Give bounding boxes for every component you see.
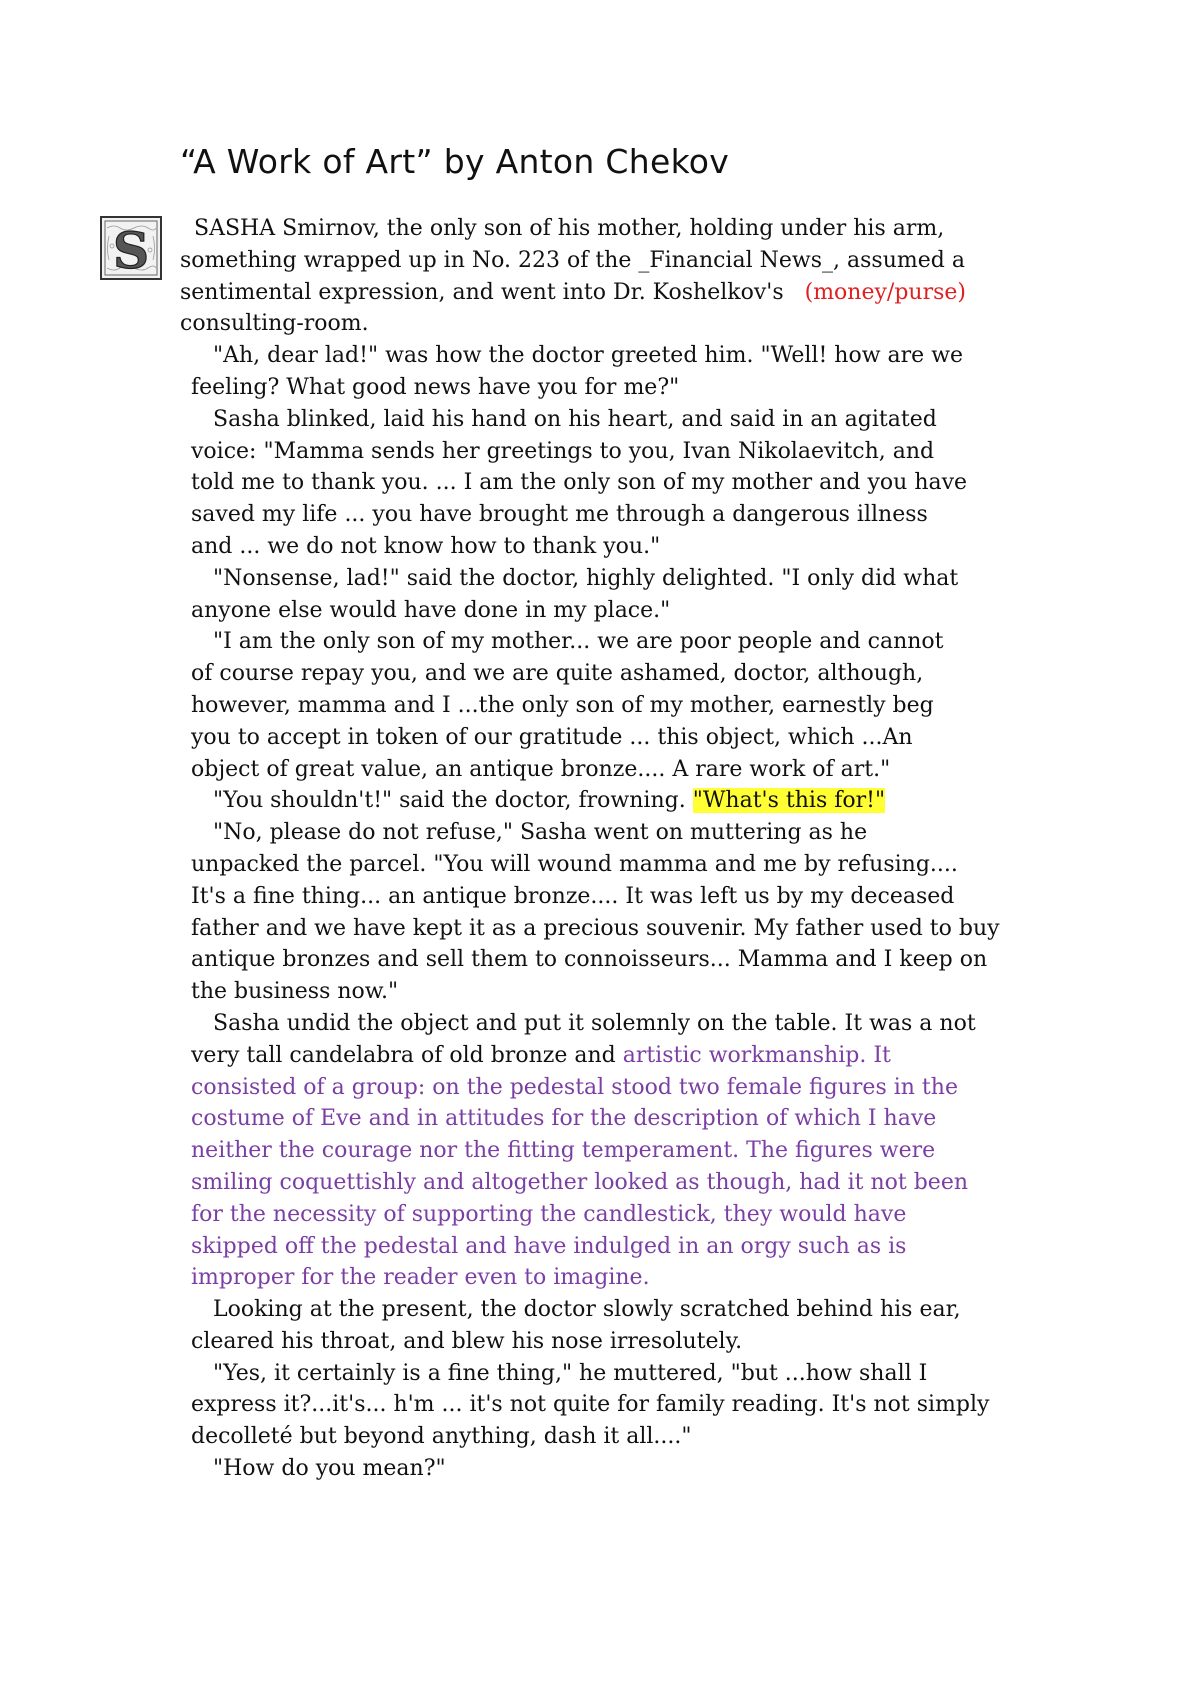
paragraph-5 xyxy=(180,626,1025,785)
purple-annotated-line: smiling coquettishly and altogether looked as though, had it not been xyxy=(191,1169,969,1195)
text-line: "Yes, it certainly is a fine thing," he muttered, "but ...how shall I xyxy=(213,1360,928,1386)
story-text xyxy=(180,213,1025,1485)
text-line: consulting-room. xyxy=(180,311,369,337)
paragraph-7 xyxy=(180,817,1025,1008)
paragraph-1 xyxy=(180,213,1025,340)
page-title: “A Work of Art” by Anton Chekov xyxy=(180,142,730,181)
text-line: cleared his throat, and blew his nose irresolutely. xyxy=(191,1328,743,1354)
text-line: saved my life ... you have brought me through a dangerous illness xyxy=(191,502,928,528)
purple-annotated-line: for the necessity of supporting the candlestick, they would have xyxy=(191,1201,907,1227)
text-line: Sasha blinked, laid his hand on his heart, and said in an agitated xyxy=(213,406,937,432)
text-line: It's a fine thing... an antique bronze.... It was left us by my deceased xyxy=(191,883,955,909)
paragraph-6 xyxy=(180,785,1025,817)
purple-annotated-line: improper for the reader even to imagine. xyxy=(191,1265,650,1291)
paragraph-3 xyxy=(180,404,1025,563)
text-line: father and we have kept it as a precious souvenir. My father used to buy xyxy=(191,915,1000,941)
dropcap-s-ornament xyxy=(100,216,162,280)
paragraph-8 xyxy=(180,1008,1025,1294)
purple-annotated-line: skipped off the pedestal and have indulged in an orgy such as is xyxy=(191,1233,907,1259)
text-line: SASHA Smirnov, the only son of his mother, holding under his arm, xyxy=(194,216,945,241)
text-segment: sentimental expression, and went into Dr. Koshelkov's xyxy=(180,279,784,305)
text-segment: very tall candelabra of old bronze and xyxy=(191,1042,616,1068)
text-line: anyone else would have done in my place." xyxy=(191,597,671,623)
paragraph-4 xyxy=(180,563,1025,627)
purple-annotated-line: neither the courage nor the fitting temperament. The figures were xyxy=(191,1138,936,1164)
paragraph-10 xyxy=(180,1358,1025,1453)
purple-annotated-text: artistic workmanship. It xyxy=(622,1042,891,1068)
text-line xyxy=(180,1040,1025,1072)
paragraph-9 xyxy=(180,1294,1025,1358)
text-line: "Nonsense, lad!" said the doctor, highly delighted. "I only did what xyxy=(213,565,959,591)
text-line xyxy=(180,277,1025,309)
text-line: unpacked the parcel. "You will wound mamma and me by refusing.... xyxy=(191,851,958,877)
text-line: object of great value, an antique bronze.... A rare work of art." xyxy=(191,756,891,782)
text-line: "How do you mean?" xyxy=(213,1456,446,1482)
highlighted-quote: "What's this for!" xyxy=(692,788,886,814)
text-line: "Ah, dear lad!" was how the doctor greeted him. "Well! how are we xyxy=(213,343,964,369)
text-line: decolleté but beyond anything, dash it all...." xyxy=(191,1424,692,1450)
text-line: voice: "Mamma sends her greetings to you, Ivan Nikolaevitch, and xyxy=(191,438,935,464)
purple-annotated-line: costume of Eve and in attitudes for the description of which I have xyxy=(191,1106,937,1132)
text-line: something wrapped up in No. 223 of the _Financial News_, assumed a xyxy=(180,247,965,273)
text-line: of course repay you, and we are quite ashamed, doctor, although, xyxy=(191,661,924,687)
text-line: and ... we do not know how to thank you." xyxy=(191,533,661,559)
text-line: however, mamma and I ...the only son of my mother, earnestly beg xyxy=(191,692,934,718)
text-line xyxy=(180,785,1025,817)
paragraph-2 xyxy=(180,340,1025,404)
text-line: told me to thank you. ... I am the only son of my mother and you have xyxy=(191,470,968,496)
paragraph-11 xyxy=(180,1453,1025,1485)
text-line: "No, please do not refuse," Sasha went on muttering as he xyxy=(213,820,868,846)
text-line: Sasha undid the object and put it solemnly on the table. It was a not xyxy=(213,1010,976,1036)
text-line: Looking at the present, the doctor slowly scratched behind his ear, xyxy=(213,1297,961,1323)
text-segment: "You shouldn't!" said the doctor, frowning. xyxy=(213,788,686,814)
text-line: "I am the only son of my mother... we are poor people and cannot xyxy=(213,629,944,655)
text-line: you to accept in token of our gratitude ... this object, which ...An xyxy=(191,724,913,750)
text-line: the business now." xyxy=(191,979,399,1005)
text-line: express it?...it's... h'm ... it's not quite for family reading. It's not simply xyxy=(191,1392,990,1418)
text-line: antique bronzes and sell them to connoisseurs... Mamma and I keep on xyxy=(191,947,988,973)
margin-note-red: (money/purse) xyxy=(804,279,966,305)
text-line: feeling? What good news have you for me?" xyxy=(191,374,680,400)
dropcap-letter: S xyxy=(112,221,150,280)
purple-annotated-line: consisted of a group: on the pedestal stood two female figures in the xyxy=(191,1074,958,1100)
